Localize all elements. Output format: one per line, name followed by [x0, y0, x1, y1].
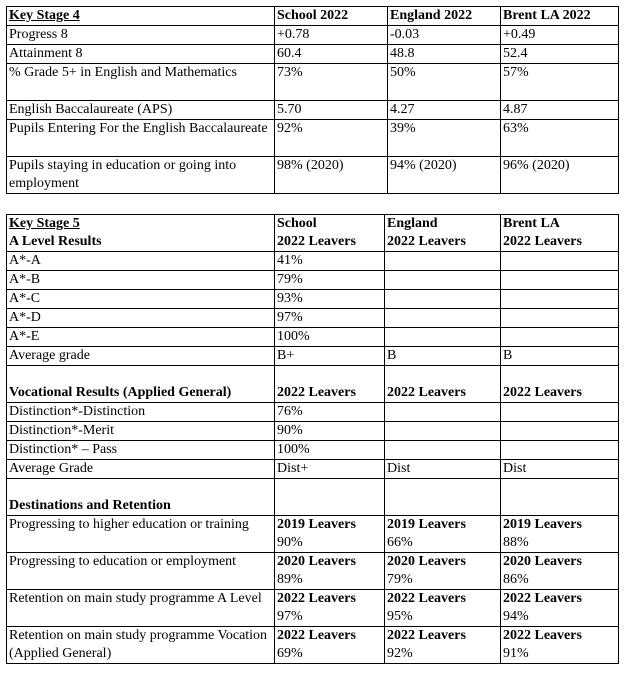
cohort-label: 2019 Leavers [503, 517, 582, 532]
destinations-section-title: Destinations and Retention [7, 479, 275, 516]
brent-value: +0.49 [501, 26, 619, 45]
table-row [7, 64, 619, 101]
row-label: Average grade [7, 347, 275, 366]
cohort-label: 2022 Leavers [503, 591, 582, 606]
row-label: Retention on main study programme Vocation (Applied General) [7, 627, 275, 664]
school-value: 98% (2020) [275, 157, 388, 194]
england-cell [385, 627, 501, 664]
table-row [7, 45, 619, 64]
row-label: Progressing to higher education or training [7, 516, 275, 553]
england-value: B [385, 347, 501, 366]
school-value: 100% [275, 441, 385, 460]
empty-cell [501, 479, 619, 516]
england-value [385, 441, 501, 460]
ks4-header-school: School 2022 [275, 7, 388, 26]
england-value [385, 290, 501, 309]
table-row [7, 157, 619, 194]
vocational-cohort-brent: 2022 Leavers [501, 366, 619, 403]
ks4-title: Key Stage 4 [7, 7, 275, 26]
brent-value [501, 252, 619, 271]
england-value [385, 252, 501, 271]
england-value: Dist [385, 460, 501, 479]
school-value: 79% [275, 271, 385, 290]
school-value: 41% [275, 252, 385, 271]
brent-value: 4.87 [501, 101, 619, 120]
brent-value: B [501, 347, 619, 366]
cohort-label: 2020 Leavers [387, 554, 466, 569]
england-cell [385, 516, 501, 553]
england-value: 94% (2020) [388, 157, 501, 194]
england-cell [385, 590, 501, 627]
brent-cell [501, 516, 619, 553]
school-value: 76% [275, 403, 385, 422]
school-value: 97% [277, 609, 303, 624]
ks5-title: Key Stage 5 [9, 216, 80, 231]
school-value: 69% [277, 646, 303, 661]
ks5-header-row [7, 215, 619, 252]
brent-value: 91% [503, 646, 529, 661]
a-level-cohort-school: 2022 Leavers [277, 234, 356, 249]
ks5-header-england-cell [385, 215, 501, 252]
table-row [7, 422, 619, 441]
row-label: Attainment 8 [7, 45, 275, 64]
vocational-header-row [7, 366, 619, 403]
table-row [7, 328, 619, 347]
row-label: Progressing to education or employment [7, 553, 275, 590]
row-label: Average Grade [7, 460, 275, 479]
cohort-label: 2019 Leavers [277, 517, 356, 532]
ks5-title-cell [7, 215, 275, 252]
school-cell [275, 590, 385, 627]
brent-cell [501, 553, 619, 590]
ks5-header-brent-cell [501, 215, 619, 252]
england-value [385, 403, 501, 422]
school-value: 100% [275, 328, 385, 347]
table-row [7, 252, 619, 271]
brent-value [501, 290, 619, 309]
school-value: 89% [277, 572, 303, 587]
ks5-header-school-cell [275, 215, 385, 252]
row-label: Progress 8 [7, 26, 275, 45]
brent-value: 52.4 [501, 45, 619, 64]
england-value: -0.03 [388, 26, 501, 45]
england-value [385, 422, 501, 441]
school-value: 60.4 [275, 45, 388, 64]
brent-value: 96% (2020) [501, 157, 619, 194]
ks5-header-brent: Brent LA [503, 216, 560, 231]
england-value [385, 309, 501, 328]
school-value: 90% [275, 422, 385, 441]
school-cell [275, 627, 385, 664]
cohort-label: 2022 Leavers [277, 591, 356, 606]
brent-cell [501, 627, 619, 664]
brent-value [501, 403, 619, 422]
england-cell [385, 553, 501, 590]
school-value: Dist+ [275, 460, 385, 479]
brent-value: 57% [501, 64, 619, 101]
row-label: Pupils Entering For the English Baccalaureate [7, 120, 275, 157]
ks5-header-school: School [277, 216, 317, 231]
table-row [7, 460, 619, 479]
table-row [7, 347, 619, 366]
school-value: 73% [275, 64, 388, 101]
table-row [7, 26, 619, 45]
key-stage-5-table [6, 214, 619, 664]
row-label: A*-A [7, 252, 275, 271]
ks4-header-brent: Brent LA 2022 [501, 7, 619, 26]
brent-value [501, 328, 619, 347]
table-row [7, 290, 619, 309]
england-value: 50% [388, 64, 501, 101]
school-value: 97% [275, 309, 385, 328]
cohort-label: 2022 Leavers [277, 628, 356, 643]
vocational-cohort-school: 2022 Leavers [275, 366, 385, 403]
table-row [7, 516, 619, 553]
cohort-label: 2022 Leavers [387, 591, 466, 606]
england-value: 95% [387, 609, 413, 624]
row-label: Distinction*-Distinction [7, 403, 275, 422]
england-value: 66% [387, 535, 413, 550]
brent-value: 63% [501, 120, 619, 157]
vocational-cohort-england: 2022 Leavers [385, 366, 501, 403]
england-value [385, 328, 501, 347]
cohort-label: 2019 Leavers [387, 517, 466, 532]
empty-cell [385, 479, 501, 516]
table-row [7, 627, 619, 664]
school-value: +0.78 [275, 26, 388, 45]
a-level-cohort-england: 2022 Leavers [387, 234, 466, 249]
brent-value [501, 271, 619, 290]
school-value: B+ [275, 347, 385, 366]
table-row [7, 309, 619, 328]
school-value: 90% [277, 535, 303, 550]
a-level-section-title: A Level Results [9, 234, 102, 249]
cohort-label: 2022 Leavers [387, 628, 466, 643]
england-value: 79% [387, 572, 413, 587]
vocational-section-title: Vocational Results (Applied General) [7, 366, 275, 403]
key-stage-4-table [6, 6, 619, 194]
a-level-cohort-brent: 2022 Leavers [503, 234, 582, 249]
cohort-label: 2022 Leavers [503, 628, 582, 643]
school-cell [275, 516, 385, 553]
cohort-label: 2020 Leavers [277, 554, 356, 569]
school-value: 93% [275, 290, 385, 309]
row-label: A*-C [7, 290, 275, 309]
table-row [7, 553, 619, 590]
school-value: 5.70 [275, 101, 388, 120]
table-row [7, 590, 619, 627]
england-value: 39% [388, 120, 501, 157]
table-row [7, 101, 619, 120]
table-row [7, 271, 619, 290]
ks4-header-row [7, 7, 619, 26]
school-value: 92% [275, 120, 388, 157]
row-label: Retention on main study programme A Level [7, 590, 275, 627]
row-label: % Grade 5+ in English and Mathematics [7, 64, 275, 101]
row-label: Distinction* – Pass [7, 441, 275, 460]
destinations-header-row [7, 479, 619, 516]
england-value [385, 271, 501, 290]
ks4-header-england: England 2022 [388, 7, 501, 26]
brent-value: 94% [503, 609, 529, 624]
england-value: 48.8 [388, 45, 501, 64]
table-row [7, 441, 619, 460]
brent-value: Dist [501, 460, 619, 479]
row-label: A*-E [7, 328, 275, 347]
brent-value [501, 441, 619, 460]
brent-value [501, 309, 619, 328]
row-label: Pupils staying in education or going into employment [7, 157, 275, 194]
empty-cell [275, 479, 385, 516]
brent-cell [501, 590, 619, 627]
brent-value [501, 422, 619, 441]
table-row [7, 120, 619, 157]
row-label: Distinction*-Merit [7, 422, 275, 441]
row-label: A*-B [7, 271, 275, 290]
ks5-header-england: England [387, 216, 438, 231]
row-label: A*-D [7, 309, 275, 328]
england-value: 4.27 [388, 101, 501, 120]
school-cell [275, 553, 385, 590]
cohort-label: 2020 Leavers [503, 554, 582, 569]
brent-value: 88% [503, 535, 529, 550]
england-value: 92% [387, 646, 413, 661]
brent-value: 86% [503, 572, 529, 587]
table-row [7, 403, 619, 422]
row-label: English Baccalaureate (APS) [7, 101, 275, 120]
